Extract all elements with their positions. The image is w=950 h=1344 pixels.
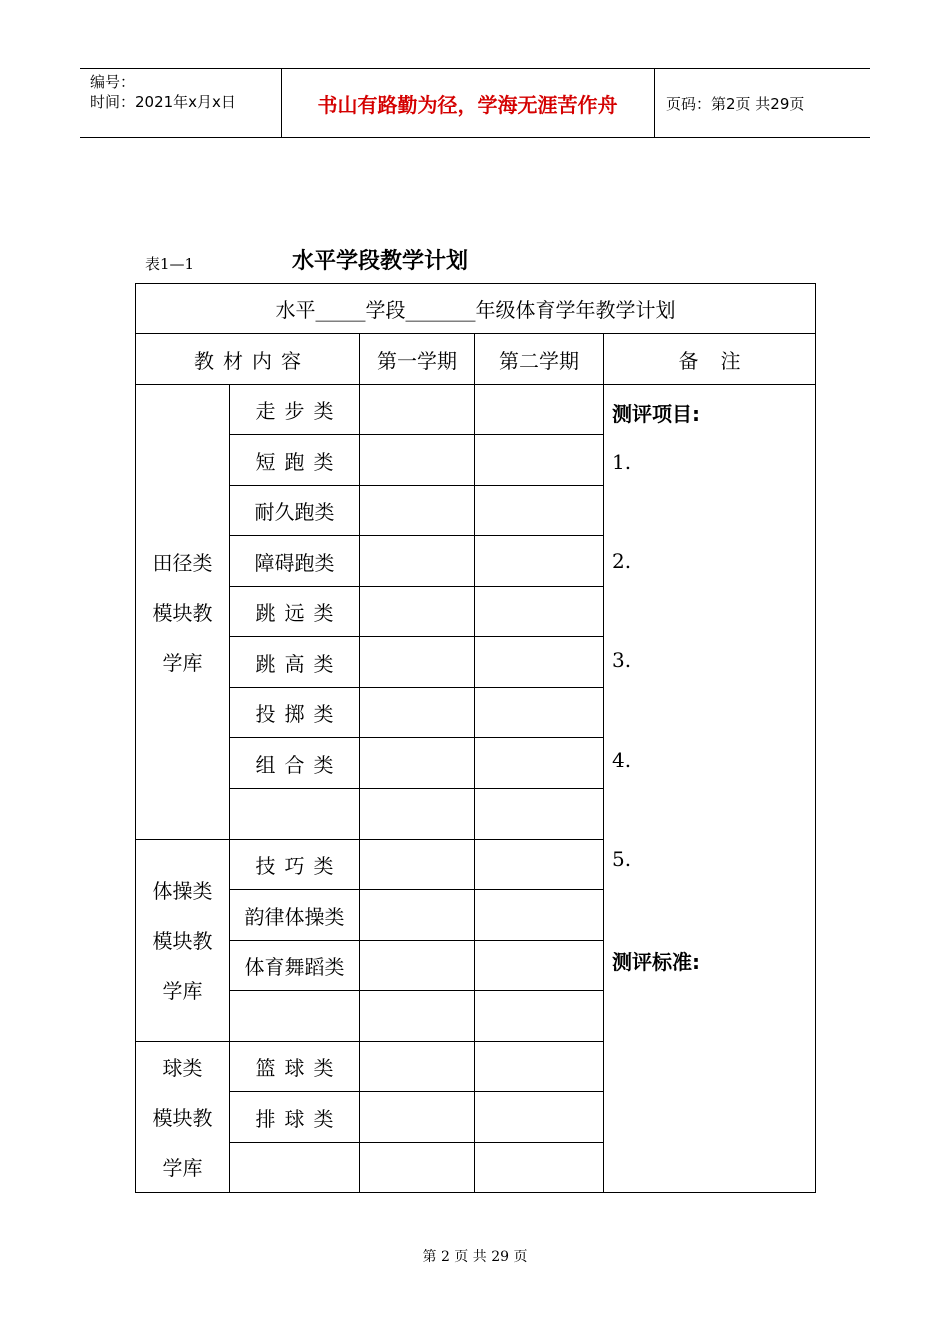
item-cell: 障碍跑类 (254, 550, 335, 575)
item-cell: 短跑类 (255, 449, 343, 474)
time-label: 时间：2021年x月x日 (90, 93, 236, 111)
item-cell: 组合类 (255, 752, 343, 777)
group-label: 模块教 (152, 929, 213, 953)
remarks-heading-items: 测评项目: (612, 402, 700, 426)
item-cell: 跳高类 (255, 651, 343, 676)
table-banner: 水平_____学段_______年级体育学年教学计划 (275, 298, 676, 322)
remarks-item: 1. (612, 450, 632, 474)
table-rule (359, 333, 360, 1193)
table-rule (603, 333, 604, 1193)
item-cell (230, 789, 359, 839)
header-motto: 书山有路勤为径，学海无涯苦作舟 (317, 92, 618, 117)
group-label: 田径类 (152, 551, 213, 575)
group-label: 模块教 (152, 601, 213, 625)
item-cell: 篮球类 (255, 1056, 343, 1080)
group-label: 学库 (162, 651, 203, 675)
page-footer: 第 2 页 共 29 页 (422, 1249, 528, 1265)
group-gymnastics (136, 866, 229, 1016)
table-number: 表1—1 (145, 255, 195, 273)
header-semester2: 第二学期 (499, 348, 579, 373)
item-cell: 跳远类 (255, 601, 343, 625)
group-label: 学库 (162, 979, 203, 1003)
table-rule (474, 333, 475, 1193)
header-page-info: 页码：第2页 共29页 (666, 95, 805, 113)
item-cell (230, 991, 359, 1041)
item-cell: 韵律体操类 (244, 904, 345, 929)
header-semester1: 第一学期 (377, 348, 457, 373)
item-cell: 走步类 (255, 399, 343, 423)
header-remarks: 备注 (678, 348, 763, 373)
group-label: 学库 (162, 1156, 203, 1180)
group-label: 球类 (162, 1056, 203, 1080)
header-content: 教材内容 (194, 348, 310, 373)
group-ball-games (136, 1043, 229, 1193)
table-border (135, 1192, 816, 1193)
item-cell: 耐久跑类 (254, 500, 335, 524)
item-cell: 体育舞蹈类 (244, 955, 345, 979)
group-label: 体操类 (152, 879, 213, 903)
remarks-heading-standards: 测评标准: (612, 950, 700, 974)
item-cell (230, 1143, 359, 1192)
table-rule (135, 1041, 604, 1042)
table-rule (135, 839, 604, 840)
item-cell: 投掷类 (255, 702, 343, 726)
page-title: 水平学段教学计划 (292, 249, 469, 274)
group-label: 模块教 (152, 1106, 213, 1130)
remarks-item: 4. (612, 748, 632, 772)
remarks-item: 5. (612, 847, 632, 871)
item-cell: 排球类 (255, 1106, 343, 1131)
remarks-item: 2. (612, 549, 632, 573)
remarks-item: 3. (612, 648, 632, 672)
table-border (815, 283, 816, 1193)
item-cell: 技巧类 (255, 854, 343, 878)
group-track-field (136, 538, 229, 688)
number-label: 编号： (90, 73, 136, 91)
